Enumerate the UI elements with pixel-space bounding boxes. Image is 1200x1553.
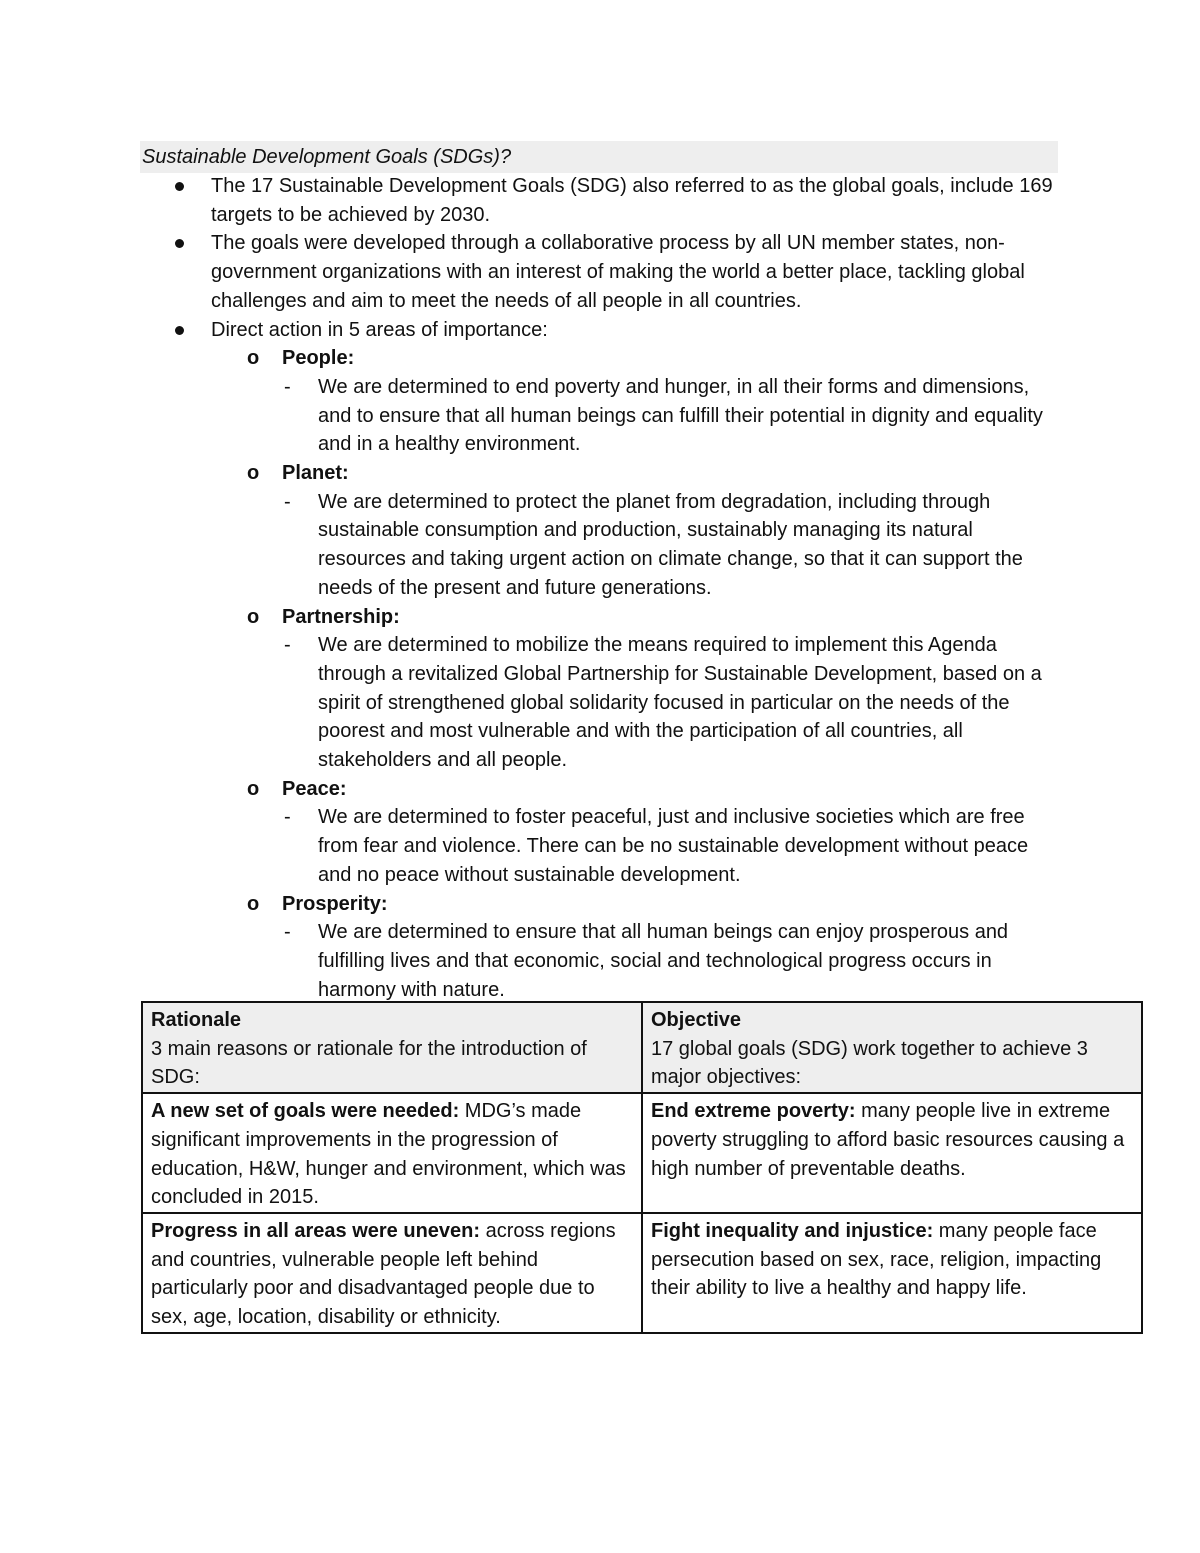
table-cell — [142, 1213, 642, 1333]
rationale-objective-table — [141, 1001, 1143, 1334]
circle-bullet-icon: o — [247, 605, 260, 628]
cell-text: many people live in extreme poverty struggling to afford basic resources causing a high number of preventable deaths. — [651, 1100, 1125, 1180]
circle-bullet-icon: o — [247, 462, 260, 485]
bullet-text: The goals were developed through a collaborative process by all UN member states, non-government organizations with an interest of making the world a better place, tackling global challenges and aim to meet the needs of all people in all countries. — [211, 232, 1025, 312]
list-item — [0, 316, 1071, 345]
area-title: Prosperity: — [282, 892, 388, 915]
page-title: Sustainable Development Goals (SDGs)? — [142, 146, 512, 168]
dash-bullet-icon: - — [284, 921, 291, 944]
column-subtitle: 3 main reasons or rationale for the introduction of SDG: — [151, 1037, 587, 1089]
area-description — [0, 373, 1048, 459]
area-item-peace — [0, 775, 1042, 804]
dash-bullet-icon: - — [284, 634, 291, 657]
table-cell — [642, 1213, 1142, 1333]
area-description — [0, 488, 1048, 603]
column-title: Objective — [651, 1009, 742, 1031]
area-text: We are determined to foster peaceful, just and inclusive societies which are free from fear and violence. There can be no sustainable development without peace and no peace without sustainable development. — [318, 806, 1029, 886]
area-description — [0, 803, 1048, 889]
circle-bullet-icon: o — [247, 892, 260, 915]
area-title: People: — [282, 347, 355, 370]
cell-text: across regions and countries, vulnerable people left behind particularly poor and disadvantaged people due to sex, age, location, disability or ethnicity. — [151, 1219, 616, 1329]
area-item-people — [0, 344, 1042, 373]
area-title: Peace: — [282, 777, 347, 800]
table-header-row — [142, 1002, 1142, 1093]
list-item — [0, 229, 1071, 315]
table-row — [142, 1093, 1142, 1213]
dash-bullet-icon: - — [284, 375, 291, 398]
bullet-text: The 17 Sustainable Development Goals (SDG) also referred to as the global goals, include 169 targets to be achieved by 2030. — [211, 175, 1053, 226]
area-title: Partnership: — [282, 605, 400, 628]
cell-lead: End extreme poverty: — [651, 1100, 856, 1123]
area-title: Planet: — [282, 462, 349, 485]
list-item — [0, 172, 1071, 229]
bullet-list — [0, 172, 1200, 1004]
table-cell — [142, 1093, 642, 1213]
area-text: We are determined to end poverty and hunger, in all their forms and dimensions, and to ensure that all human beings can fulfill their potential in dignity and equality and in a healthy environment. — [318, 375, 1043, 456]
area-text: We are determined to mobilize the means required to implement this Agenda through a revitalized Global Partnership for Sustainable Development, based on a spirit of strengthened global solidarity focused in particular on the needs of the poorest and most vulnerable and with the participation of all countries, all stakeholders and all people. — [318, 634, 1042, 772]
area-item-planet — [0, 459, 1042, 488]
table-row — [142, 1213, 1142, 1333]
dash-bullet-icon: - — [284, 806, 291, 829]
area-description — [0, 918, 1048, 1004]
cell-lead: Progress in all areas were uneven: — [151, 1219, 481, 1242]
area-item-partnership — [0, 603, 1042, 632]
bullet-text: Direct action in 5 areas of importance: — [211, 318, 548, 341]
area-item-prosperity — [0, 890, 1042, 919]
table-cell — [642, 1093, 1142, 1213]
bullet-icon — [175, 326, 184, 335]
bullet-icon — [175, 182, 184, 191]
cell-lead: A new set of goals were needed: — [151, 1100, 460, 1123]
area-text: We are determined to ensure that all human beings can enjoy prosperous and fulfilling lives and that economic, social and technological progress occurs in harmony with nature. — [318, 921, 1009, 1001]
dash-bullet-icon: - — [284, 490, 291, 513]
circle-bullet-icon: o — [247, 777, 260, 800]
circle-bullet-icon: o — [247, 347, 260, 370]
cell-lead: Fight inequality and injustice: — [651, 1219, 934, 1242]
area-text: We are determined to protect the planet from degradation, including through sustainable consumption and production, sustainably managing its natural resources and taking urgent action on climate change, so that it can support the needs of the present and future generations. — [318, 490, 1023, 599]
header-cell-rationale — [142, 1002, 642, 1093]
header-cell-objective — [642, 1002, 1142, 1093]
column-title: Rationale — [151, 1009, 242, 1031]
cell-text: many people face persecution based on sex, race, religion, impacting their ability to live a healthy and happy life. — [651, 1219, 1102, 1300]
cell-text: MDG’s made significant improvements in the progression of education, H&W, hunger and environment, which was concluded in 2015. — [151, 1100, 626, 1209]
column-subtitle: 17 global goals (SDG) work together to achieve 3 major objectives: — [651, 1037, 1088, 1089]
bullet-icon — [175, 239, 184, 248]
area-description — [0, 631, 1048, 775]
